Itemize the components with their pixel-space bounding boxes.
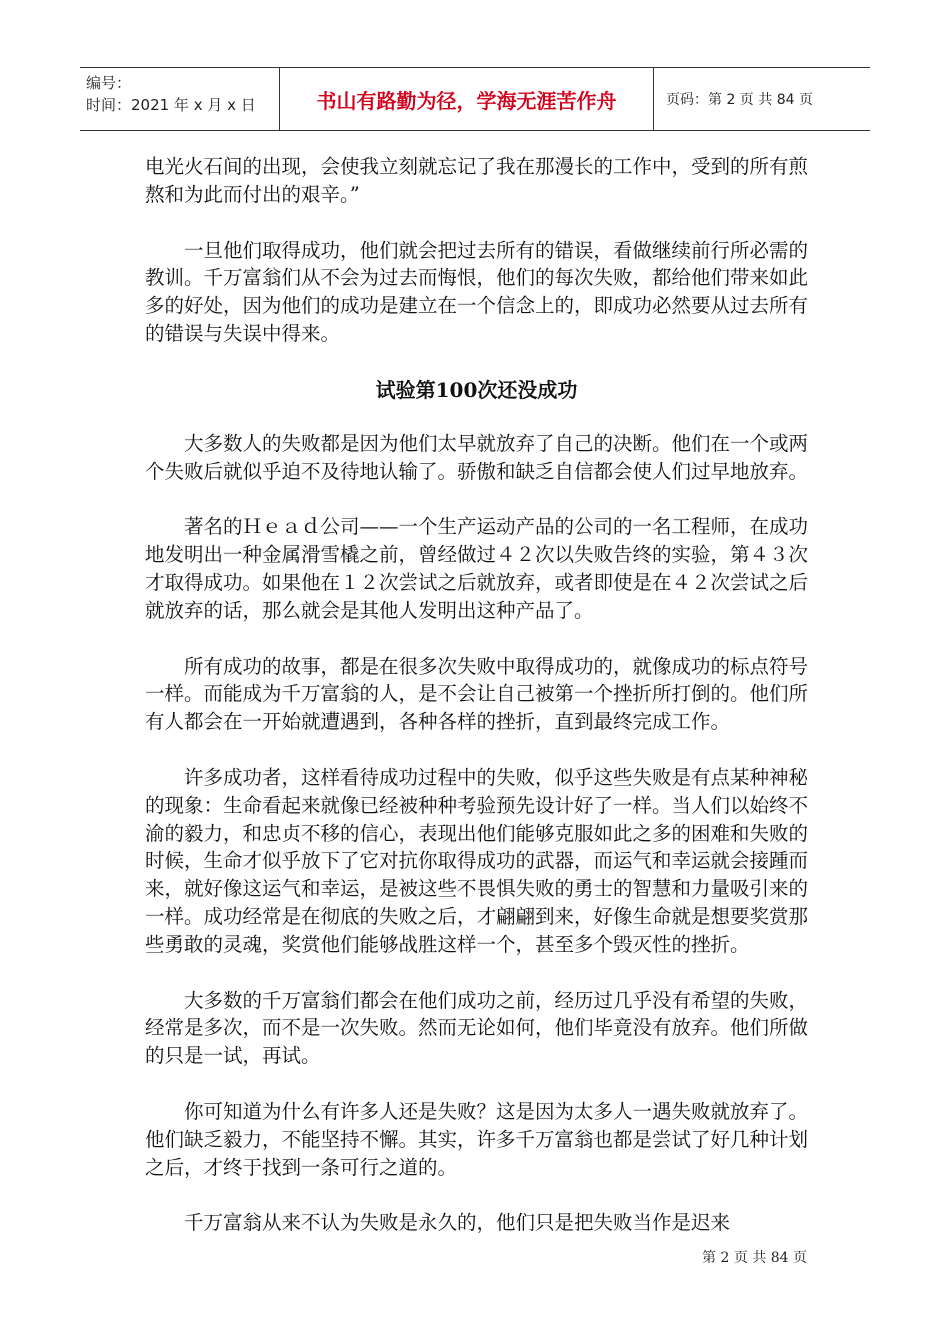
- paragraph: 著名的Ｈｅａｄ公司——一个生产运动产品的公司的一名工程师，在成功地发明出一种金属滑雪橇之前，曾经做过４２次以失败告终的实验，第４３次才取得成功。如果他在１２次尝试之后就放弃，或者即使是在４２次尝试之后就放弃的话，那么就会是其他人发明出这种产品了。: [145, 515, 809, 622]
- section-title: 试验第100次还没成功: [375, 377, 578, 402]
- paragraph: 你可知道为什么有许多人还是失败？这是因为太多人一遇失败就放弃了。他们缺乏毅力，不能坚持不懈。其实，许多千万富翁也都是尝试了好几种计划之后，才终于找到一条可行之道的。: [145, 1099, 809, 1179]
- number-label: 编号：: [86, 74, 132, 92]
- time-label: 时间：2021 年 x 月 x 日: [86, 96, 256, 114]
- paragraph: 大多数人的失败都是因为他们太早就放弃了自己的决断。他们在一个或两个失败后就似乎迫不及待地认输了。骄傲和缺乏自信都会使人们过早地放弃。: [145, 431, 809, 483]
- document-body: [145, 153, 808, 1265]
- page-header: [80, 67, 870, 131]
- paragraph: 所有成功的故事，都是在很多次失败中取得成功的，就像成功的标点符号一样。而能成为千万富翁的人，是不会让自己被第一个挫折所打倒的。他们所有人都会在一开始就遭遇到，各种各样的挫折，直到最终完成工作。: [145, 654, 809, 734]
- paragraph: 一旦他们取得成功，他们就会把过去所有的错误，看做继续前行所必需的教训。千万富翁们从不会为过去而悔恨，他们的每次失败，都给他们带来如此多的好处，因为他们的成功是建立在一个信念上的，即成功必然要从过去所有的错误与失误中得来。: [145, 238, 809, 345]
- header-meta: [80, 68, 280, 130]
- header-motto: 书山有路勤为径，学海无涯苦作舟: [280, 68, 654, 130]
- paragraph: 千万富翁从来不认为失败是永久的，他们只是把失败当作是迟来: [184, 1211, 731, 1235]
- header-page-label: 页码：第 2 页 共 84 页: [666, 92, 813, 108]
- paragraph: 大多数的千万富翁们都会在他们成功之前，经历过几乎没有希望的失败，经常是多次，而不是一次失败。然而无论如何，他们毕竟没有放弃。他们所做的只是一试，再试。: [145, 988, 809, 1068]
- paragraph: 电光火石间的出现，会使我立刻就忘记了我在那漫长的工作中，受到的所有煎熬和为此而付出的艰辛。”: [145, 155, 809, 206]
- paragraph: 许多成功者，这样看待成功过程中的失败，似乎这些失败是有点某种神秘的现象：生命看起来就像已经被种种考验预先设计好了一样。当人们以始终不渝的毅力，和忠贞不移的信心，表现出他们能够克服如此之多的困难和失败的时候，生命才似乎放下了它对抗你取得成功的武器，而运气和幸运就会接踵而来，就好像这运气和幸运，是被这些不畏惧失败的勇士的智慧和力量吸引来的一样。成功经常是在彻底的失败之后，才翩翩到来，好像生命就是想要奖赏那些勇敢的灵魂，奖赏他们能够战胜这样一个，甚至多个毁灭性的挫折。: [145, 765, 809, 956]
- page-footer: 第 2 页 共 84 页: [702, 1250, 807, 1266]
